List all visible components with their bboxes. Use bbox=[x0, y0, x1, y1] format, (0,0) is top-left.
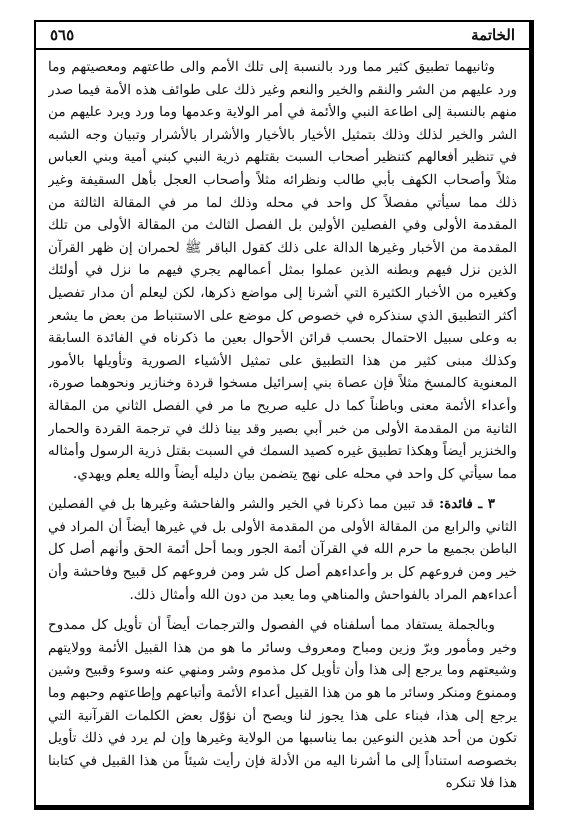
page-frame bbox=[34, 20, 534, 810]
page-number: ٥٦٥ bbox=[50, 26, 75, 44]
paragraph-gap bbox=[48, 485, 517, 493]
text-body bbox=[48, 56, 517, 791]
running-header bbox=[36, 22, 529, 50]
chapter-title: الخاتمة bbox=[471, 26, 515, 44]
section-label-benefit-3: ٣ ـ فائدة: bbox=[439, 496, 495, 513]
paragraph-2-text: قد تبين مما ذكرنا في الخير والشر والفاحشة وغيرها بل في الفصلين الثاني والرابع من المقالة الأولى من المقدمة الأولى بل في غيرها أيضاً أن المراد في الباطن بجميع ما حرم الله في القرآن أئمة الجور وبما أحل أئمة الحق وأنهم أصل كل خير ومن فروعهم كل بر وأعداءهم أصل كل شر ومن فروعهم كل قبيح وفاحشة وأن أعداءهم المراد بالفواحش والمناهي وما يعبد من دون الله وأمثال ذلك. bbox=[48, 496, 517, 603]
paragraph-gap bbox=[48, 606, 517, 614]
paragraph-3: وبالجملة يستفاد مما أسلفناه في الفصول والترجمات أيضاً أن تأويل كل ممدوح وخير ومأمور وبرّ وزين ومباح ومعروف وسائر ما هو من هذا القبيل الأئمة وولايتهم وشيعتهم وما يرجع إلى هذا وأن تأويل كل مذموم وشر ومنهي عنه وسوء وقبيح وشين وممنوع ومنكر وسائر ما هو من هذا القبيل أعداء الأئمة وأتباعهم وإطاعتهم وحبهم وما يرجع إلى هذا، فبناء على هذا يجوز لنا ويصح أن نؤوّل بعض الكلمات القرآنية التي تكون من أحد هذين النوعين بما يناسبها من الولاية وغيرها وإن لم يرد في ذلك تأويل بخصوصه استناداً إلى ما أشرنا اليه من الأدلة فإن رأيت شيئاً من هذا القبيل في كتابنا هذا فلا تنكره bbox=[48, 617, 517, 791]
paragraph-2 bbox=[48, 493, 517, 606]
paragraph-1: وثانيهما تطبيق كثير مما ورد بالنسبة إلى تلك الأمم والى طاعتهم ومعصيتهم وما ورد عليهم من الشر والنقم والخير والنعم وغير ذلك على طوائف هذه الأمة فيما صدر منهم بالنسبة إلى اطاعة النبي والأئمة في أمر الولاية وعدمها وما ورد ويرد عليهم من الشر والخير لذلك وذلك بتمثيل الأخيار بالأخيار والأشرار بالأشرار وتبيان وجه الشبه في تنظير أفعالهم كتنظير أصحاب السبت بقتلهم ذرية النبي كبني أمية وبني العباس مثلاً وأصحاب الكهف بأبي طالب ونظرائه مثلاً وأصحاب العجل بأهل السقيفة وغير ذلك مما سيأتي مفصلاً كل واحد في محله وذلك لما مر في المقالة الثالثة من المقدمة الأولى وفي الفصلين الأولين بل الفصل الثالث من المقالة الأولى من تلك المقدمة من الأخبار وغيرها الدالة على ذلك كقول الباقر ﷺ لحمران إن ظهر القرآن الذين نزل فيهم وبطنه الذين عملوا بمثل أعمالهم يجري فيهم ما نزل في أولئك وكغيره من الأخبار الكثيرة التي أشرنا إلى مواضع ذكرها، لكن ليعلم أن مدار تفصيل أكثر التطبيق الذي سنذكره في خصوص كل موضع على الاستنباط من بعض ما يشعر به وعلى سبيل الاحتمال بحسب قرائن الأحوال بعين ما ذكرناه في الفائدة السابقة وكذلك مبنى كثير من هذا التطبيق على تمثيل الأشياء الصورية وتأويلها بالأمور المعنوية كالمسخ مثلاً فإن عصاة بني إسرائيل مسخوا قردة وخنازير ونحوهما صورة، وأعداء الأئمة معنى وباطناً كما دل عليه صريح ما مر في الفصل الثاني من المقالة الثانية من المقدمة الأولى من خبر أبي بصير وقد بينا ذلك في ترجمة القردة والحمار والخنزير أيضاً وهكذا تطبيق غيره كصيد السمك في السبت بقتل ذرية الرسول وأمثاله مما سيأتي كل واحد في محله على نهج يتضمن بيان دليله أيضاً والله يعلم ويهدي. bbox=[48, 59, 517, 482]
